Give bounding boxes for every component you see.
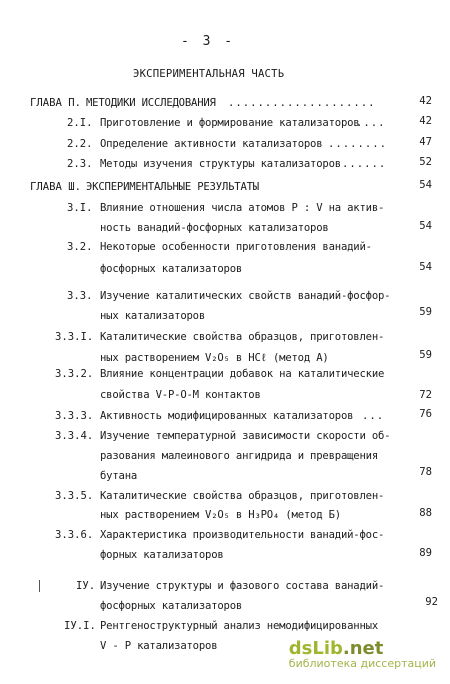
toc-title: Изучение каталитических свойств ванадий-фосфор-: [100, 290, 391, 302]
toc-title: Рентгеноструктурный анализ немодифицированных: [100, 620, 379, 632]
toc-number: 3.3.6.: [55, 529, 94, 541]
toc-leader: ......: [342, 158, 387, 170]
toc-number: 2.I.: [67, 117, 93, 129]
toc-page: 89: [419, 547, 432, 559]
watermark-caption: библиотека диссертаций: [288, 657, 436, 670]
toc-title-cont: V - P катализаторов: [100, 640, 218, 652]
toc-title: Влияние концентрации добавок на каталитические: [100, 368, 385, 380]
toc-number: 3.3.5.: [55, 490, 94, 502]
watermark-brand: dsLib: [288, 638, 343, 659]
toc-title-cont: свойства V-P-O-M контактов: [100, 389, 261, 401]
toc-title: ЭКСПЕРИМЕНТАЛЬНЫЕ РЕЗУЛЬТАТЫ: [86, 181, 259, 193]
toc-page: 72: [419, 389, 432, 401]
toc-page: 42: [419, 95, 432, 107]
toc-leader: ...: [362, 410, 385, 422]
watermark-logo: [289, 638, 436, 659]
toc-number: 3.3.3.: [55, 410, 94, 422]
toc-page: 59: [419, 349, 432, 361]
toc-title: Изучение температурной зависимости скорости об-: [100, 430, 391, 442]
toc-number: 3.3.I.: [55, 331, 94, 343]
toc-number: 2.3.: [67, 158, 93, 170]
toc-number: 3.I.: [67, 202, 93, 214]
toc-number: 3.2.: [67, 241, 93, 253]
toc-page: 78: [419, 466, 432, 478]
toc-title-cont: ных катализаторов: [100, 310, 206, 322]
toc-number: ГЛАВА П.: [30, 97, 82, 109]
toc-leader: ........: [328, 138, 388, 150]
toc-number: IУ.I.: [64, 620, 96, 632]
toc-page: 54: [419, 261, 432, 273]
toc-title: Методы изучения структуры катализаторов: [100, 158, 341, 170]
toc-page: 76: [419, 408, 432, 420]
toc-title-cont: ных растворением V₂O₅ в H₃PO₄ (метод Б): [100, 509, 341, 521]
toc-number: 3.3.2.: [55, 368, 94, 380]
toc-title-cont: ных растворением V₂O₅ в HCℓ (метод А): [100, 352, 329, 364]
toc-page: 54: [419, 220, 432, 232]
watermark: [289, 638, 436, 670]
toc-page: 54: [419, 179, 432, 191]
toc-title: Изучение структуры и фазового состава ванадий-: [100, 580, 385, 592]
toc-leader: ....: [356, 117, 386, 129]
toc-title: Каталитические свойства образцов, приготовлен-: [100, 331, 385, 343]
section-heading: ЭКСПЕРИМЕНТАЛЬНАЯ ЧАСТЬ: [133, 68, 285, 80]
toc-title-cont: фосфорных катализаторов: [100, 263, 243, 275]
toc-number: 3.3.: [67, 290, 93, 302]
toc-title-cont: ность ванадий-фосфорных катализаторов: [100, 222, 329, 234]
toc-title-cont: фосфорных катализаторов: [100, 600, 243, 612]
watermark-domain: .net: [342, 638, 384, 659]
toc-title: МЕТОДИКИ ИССЛЕДОВАНИЯ: [86, 97, 216, 109]
toc-title: Влияние отношения числа атомов P : V на актив-: [100, 202, 385, 214]
toc-number: ГЛАВА Ш.: [30, 181, 82, 193]
page-number: - 3 -: [181, 34, 236, 49]
toc-page: 59: [419, 306, 432, 318]
toc-number: 2.2.: [67, 138, 93, 150]
toc-page: 88: [419, 507, 432, 519]
toc-page: 52: [419, 156, 432, 168]
toc-title-cont: разования малеинового ангидрида и превращения: [100, 450, 379, 462]
toc-title-cont: бутана: [100, 470, 138, 482]
margin-mark: [39, 580, 40, 592]
toc-title: Активность модифицированных катализаторов: [100, 410, 354, 422]
toc-title-cont: форных катализаторов: [100, 549, 224, 561]
toc-page: 42: [419, 115, 432, 127]
toc-title: Определение активности катализаторов: [100, 138, 323, 150]
toc-page: 47: [419, 136, 432, 148]
toc-number: IУ.: [76, 580, 96, 592]
toc-number: 3.3.4.: [55, 430, 94, 442]
toc-title: Приготовление и формирование катализаторов: [100, 117, 360, 129]
toc-title: Некоторые особенности приготовления ванадий-: [100, 241, 372, 253]
toc-title: Каталитические свойства образцов, приготовлен-: [100, 490, 385, 502]
toc-leader: ....................: [228, 97, 376, 109]
toc-page: 92: [425, 596, 438, 608]
toc-title: Характеристика производительности ванадий-фос-: [100, 529, 385, 541]
